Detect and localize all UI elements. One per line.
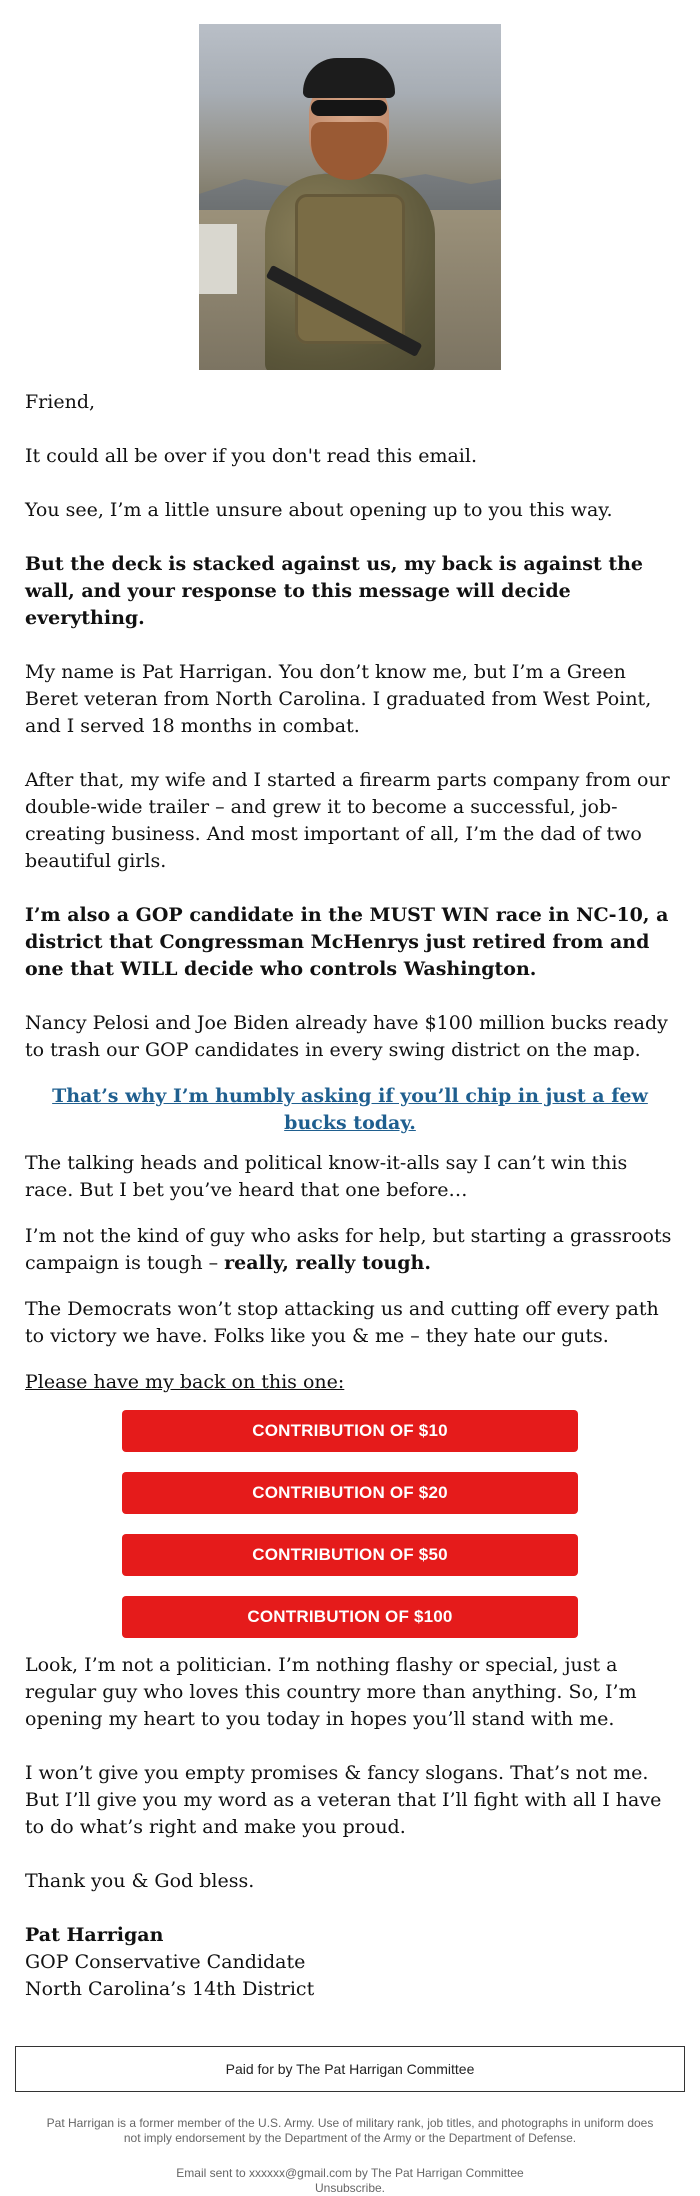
contribute-100-button[interactable]: CONTRIBUTION OF $100: [122, 1596, 578, 1638]
closing-line: Thank you & God bless.: [25, 1870, 255, 1892]
paragraph-3: But the deck is stacked against us, my back is against the wall, and your response to this message will decide everything.: [25, 553, 644, 629]
military-disclaimer: Pat Harrigan is a former member of the U.S. Army. Use of military rank, job titles, and photographs in uniform does not imply endorsement by the Department of the Army or the Department of Defense.: [46, 2116, 654, 2145]
photo-beard: [311, 122, 387, 180]
signature-name: Pat Harrigan: [25, 1924, 164, 1946]
photo-cap: [303, 58, 395, 98]
hero-photo: [199, 24, 501, 370]
email-body: [0, 370, 700, 2003]
paragraph-12: Look, I’m not a politician. I’m nothing flashy or special, just a regular guy who loves this country more than anything. So, I’m opening my heart to you today in hopes you’ll stand with me.: [25, 1654, 637, 1730]
paragraph-13: I won’t give you empty promises & fancy slogans. That’s not me. But I’ll give you my word as a veteran that I’ll fight with all I have to do what’s right and make you proud.: [25, 1762, 662, 1838]
email-page: [0, 24, 700, 2196]
paragraph-9-emphasis: really, really tough.: [224, 1252, 431, 1274]
unsubscribe-link[interactable]: Unsubscribe.: [314, 2181, 386, 2195]
photo-vehicle: [199, 224, 237, 294]
contribute-50-button[interactable]: CONTRIBUTION OF $50: [122, 1534, 578, 1576]
signature-title: GOP Conservative Candidate: [25, 1951, 306, 1973]
paragraph-8: The talking heads and political know-it-alls say I can’t win this race. But I bet you’ve heard that one before…: [25, 1152, 628, 1201]
paid-for-box: Paid for by The Pat Harrigan Committee: [15, 2046, 685, 2092]
paragraph-10: The Democrats won’t stop attacking us and cutting off every path to victory we have. Folks like you & me – they hate our guts.: [25, 1298, 659, 1347]
greeting: Friend,: [25, 391, 96, 413]
email-sent-line: Email sent to xxxxxx@gmail.com by The Pat Harrigan Committee: [176, 2166, 524, 2180]
photo-sunglasses: [311, 100, 387, 116]
paragraph-7: Nancy Pelosi and Joe Biden already have $100 million bucks ready to trash our GOP candidates in every swing district on the map.: [25, 1012, 668, 1061]
contribute-20-button[interactable]: CONTRIBUTION OF $20: [122, 1472, 578, 1514]
paragraph-4: My name is Pat Harrigan. You don’t know me, but I’m a Green Beret veteran from North Carolina. I graduated from West Point, and I served 18 months in combat.: [25, 661, 652, 737]
paragraph-9: [25, 1223, 675, 1277]
paragraph-2: You see, I’m a little unsure about opening up to you this way.: [25, 499, 613, 521]
have-my-back-line: Please have my back on this one:: [25, 1371, 345, 1393]
paragraph-6: I’m also a GOP candidate in the MUST WIN race in NC-10, a district that Congressman McHenrys just retired from and one that WILL decide who controls Washington.: [25, 904, 669, 980]
paragraph-1: It could all be over if you don't read this email.: [25, 445, 477, 467]
paragraph-5: After that, my wife and I started a firearm parts company from our double-wide trailer – and grew it to become a successful, job-creating business. And most important of all, I’m the dad of two beautiful girls.: [25, 769, 670, 872]
donate-link[interactable]: That’s why I’m humbly asking if you’ll chip in just a few bucks today.: [52, 1085, 648, 1134]
paragraph-9-text: I’m not the kind of guy who asks for help, but starting a grassroots campaign is tough –: [25, 1225, 672, 1274]
signature-district: North Carolina’s 14th District: [25, 1978, 315, 2000]
contribute-10-button[interactable]: CONTRIBUTION OF $10: [122, 1410, 578, 1452]
